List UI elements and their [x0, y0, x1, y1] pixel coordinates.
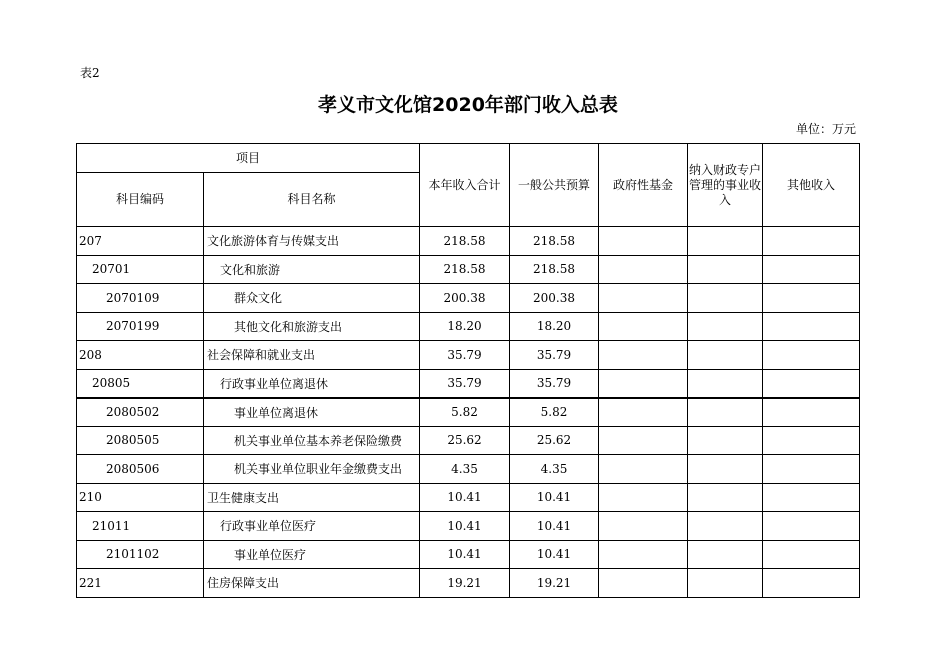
row-gov-fund — [599, 483, 688, 512]
row-other — [763, 455, 860, 484]
row-name: 住房保障支出 — [204, 569, 420, 598]
table-row — [77, 227, 860, 256]
row-special-account — [688, 426, 763, 455]
row-general-budget: 10.41 — [510, 512, 599, 541]
row-special-account — [688, 512, 763, 541]
table-row — [77, 512, 860, 541]
row-total: 10.41 — [420, 483, 510, 512]
row-general-budget: 5.82 — [510, 398, 599, 427]
row-code: 221 — [77, 569, 204, 598]
row-other — [763, 369, 860, 398]
table-row — [77, 341, 860, 370]
row-general-budget: 218.58 — [510, 255, 599, 284]
table-row — [77, 398, 860, 427]
table-row — [77, 284, 860, 313]
row-special-account — [688, 398, 763, 427]
row-general-budget: 25.62 — [510, 426, 599, 455]
table-row — [77, 312, 860, 341]
row-total: 18.20 — [420, 312, 510, 341]
row-name: 文化旅游体育与传媒支出 — [204, 227, 420, 256]
row-code: 2080502 — [77, 398, 204, 427]
row-other — [763, 483, 860, 512]
row-general-budget: 218.58 — [510, 227, 599, 256]
row-gov-fund — [599, 284, 688, 313]
row-total: 19.21 — [420, 569, 510, 598]
row-special-account — [688, 227, 763, 256]
row-general-budget: 10.41 — [510, 483, 599, 512]
row-other — [763, 512, 860, 541]
row-name: 社会保障和就业支出 — [204, 341, 420, 370]
row-special-account — [688, 369, 763, 398]
row-code: 2080506 — [77, 455, 204, 484]
row-gov-fund — [599, 512, 688, 541]
row-gov-fund — [599, 341, 688, 370]
row-special-account — [688, 255, 763, 284]
row-general-budget: 19.21 — [510, 569, 599, 598]
row-code: 208 — [77, 341, 204, 370]
row-other — [763, 569, 860, 598]
row-name: 行政事业单位医疗 — [204, 512, 420, 541]
row-name: 事业单位医疗 — [204, 540, 420, 569]
row-name: 文化和旅游 — [204, 255, 420, 284]
row-other — [763, 312, 860, 341]
row-general-budget: 10.41 — [510, 540, 599, 569]
row-special-account — [688, 341, 763, 370]
row-special-account — [688, 312, 763, 341]
row-code: 2101102 — [77, 540, 204, 569]
row-other — [763, 227, 860, 256]
table-row — [77, 426, 860, 455]
table-row — [77, 255, 860, 284]
table-row — [77, 369, 860, 398]
row-name: 事业单位离退休 — [204, 398, 420, 427]
row-special-account — [688, 569, 763, 598]
row-other — [763, 255, 860, 284]
row-other — [763, 540, 860, 569]
header-special-account: 纳入财政专户管理的事业收入 — [688, 144, 763, 227]
row-code: 20805 — [77, 369, 204, 398]
row-code: 21011 — [77, 512, 204, 541]
header-item-group: 项目 — [77, 144, 420, 173]
row-total: 10.41 — [420, 512, 510, 541]
row-gov-fund — [599, 398, 688, 427]
row-name: 行政事业单位离退休 — [204, 369, 420, 398]
header-total: 本年收入合计 — [420, 144, 510, 227]
row-code: 2070199 — [77, 312, 204, 341]
row-total: 35.79 — [420, 341, 510, 370]
table-row — [77, 483, 860, 512]
row-total: 5.82 — [420, 398, 510, 427]
row-total: 4.35 — [420, 455, 510, 484]
row-gov-fund — [599, 426, 688, 455]
row-gov-fund — [599, 227, 688, 256]
row-gov-fund — [599, 455, 688, 484]
row-total: 218.58 — [420, 255, 510, 284]
row-name: 群众文化 — [204, 284, 420, 313]
row-other — [763, 284, 860, 313]
row-name: 机关事业单位基本养老保险缴费 — [204, 426, 420, 455]
row-gov-fund — [599, 540, 688, 569]
row-name: 卫生健康支出 — [204, 483, 420, 512]
header-code: 科目编码 — [77, 173, 204, 227]
unit-label: 单位：万元 — [795, 122, 856, 136]
row-code: 207 — [77, 227, 204, 256]
row-other — [763, 341, 860, 370]
page-title: 孝义市文化馆2020年部门收入总表 — [318, 94, 618, 116]
row-total: 218.58 — [420, 227, 510, 256]
row-general-budget: 18.20 — [510, 312, 599, 341]
row-code: 2080505 — [77, 426, 204, 455]
row-name: 其他文化和旅游支出 — [204, 312, 420, 341]
row-code: 20701 — [77, 255, 204, 284]
row-gov-fund — [599, 569, 688, 598]
row-general-budget: 4.35 — [510, 455, 599, 484]
row-code: 210 — [77, 483, 204, 512]
row-gov-fund — [599, 369, 688, 398]
header-other: 其他收入 — [763, 144, 860, 227]
row-special-account — [688, 540, 763, 569]
row-other — [763, 398, 860, 427]
table-number: 表2 — [80, 66, 100, 80]
row-total: 25.62 — [420, 426, 510, 455]
row-gov-fund — [599, 312, 688, 341]
header-general-budget: 一般公共预算 — [510, 144, 599, 227]
row-special-account — [688, 483, 763, 512]
row-special-account — [688, 455, 763, 484]
row-gov-fund — [599, 255, 688, 284]
row-code: 2070109 — [77, 284, 204, 313]
row-general-budget: 35.79 — [510, 369, 599, 398]
row-total: 200.38 — [420, 284, 510, 313]
row-name: 机关事业单位职业年金缴费支出 — [204, 455, 420, 484]
header-name: 科目名称 — [204, 173, 420, 227]
row-general-budget: 200.38 — [510, 284, 599, 313]
table-row — [77, 540, 860, 569]
table-row — [77, 455, 860, 484]
row-special-account — [688, 284, 763, 313]
row-total: 10.41 — [420, 540, 510, 569]
row-total: 35.79 — [420, 369, 510, 398]
row-general-budget: 35.79 — [510, 341, 599, 370]
income-table — [76, 143, 860, 598]
table-row — [77, 569, 860, 598]
row-other — [763, 426, 860, 455]
header-gov-fund: 政府性基金 — [599, 144, 688, 227]
